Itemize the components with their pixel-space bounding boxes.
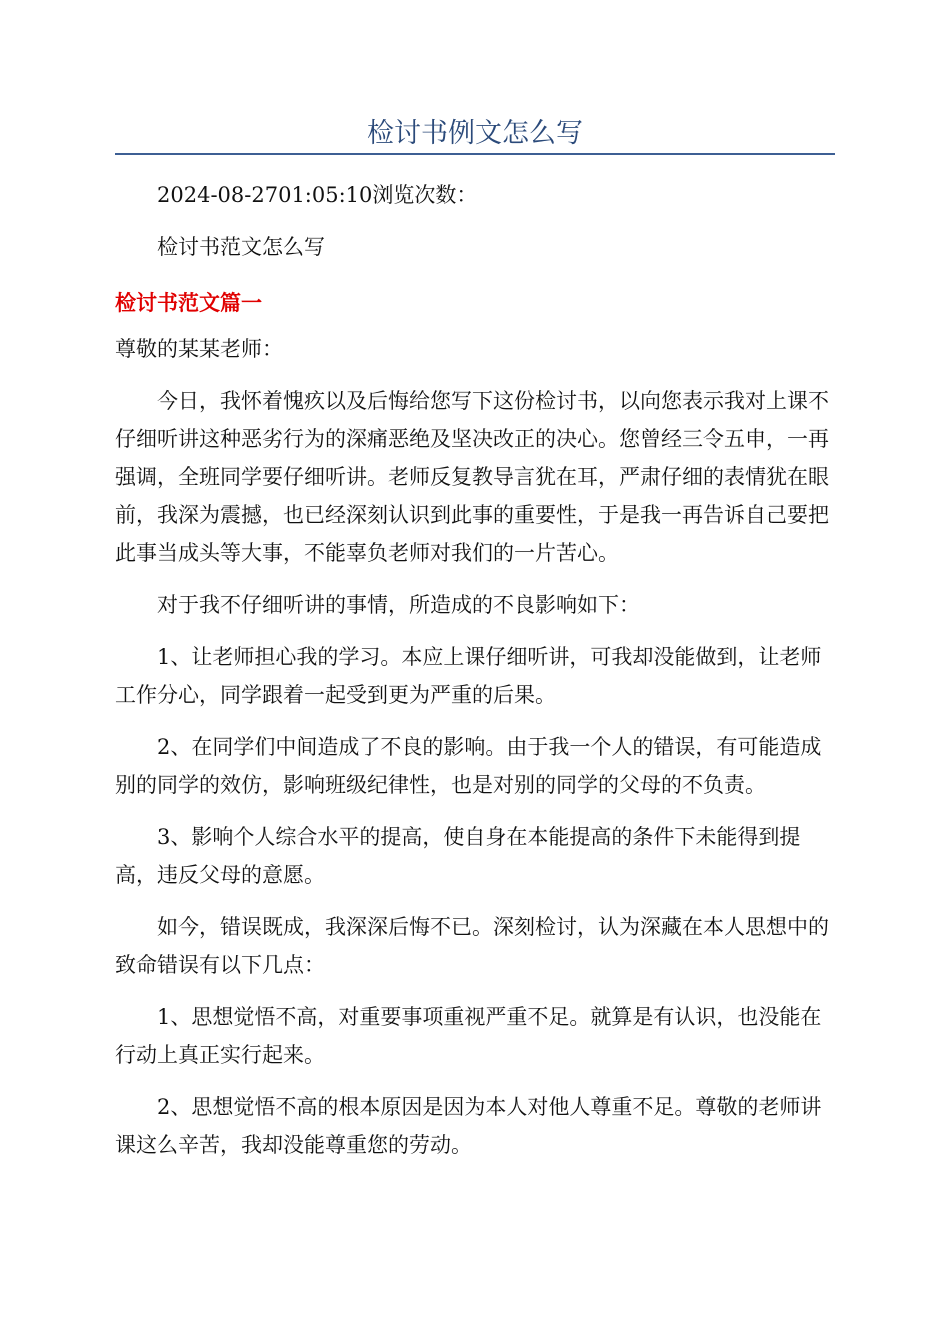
paragraph: 1、让老师担心我的学习。本应上课仔细听讲，可我却没能做到，让老师工作分心，同学跟着一起受到更为严重的后果。 [115, 645, 822, 707]
paragraph: 3、影响个人综合水平的提高，使自身在本能提高的条件下未能得到提高，违反父母的意愿。 [115, 825, 801, 887]
paragraph: 2、思想觉悟不高的根本原因是因为本人对他人尊重不足。尊敬的老师讲课这么辛苦，我却没能尊重您的劳动。 [115, 1095, 822, 1157]
publish-meta: 2024-08-2701:05:10浏览次数： [157, 183, 478, 207]
document-subtitle: 检讨书范文怎么写 [157, 235, 325, 259]
paragraph: 1、思想觉悟不高，对重要事项重视严重不足。就算是有认识，也没能在行动上真正实行起来。 [115, 1005, 822, 1067]
paragraph: 2、在同学们中间造成了不良的影响。由于我一个人的错误，有可能造成别的同学的效仿，影响班级纪律性，也是对别的同学的父母的不负责。 [115, 735, 822, 797]
salutation: 尊敬的某某老师： [115, 337, 283, 361]
paragraph: 今日，我怀着愧疚以及后悔给您写下这份检讨书，以向您表示我对上课不仔细听讲这种恶劣行为的深痛恶绝及坚决改正的决心。您曾经三令五申，一再强调，全班同学要仔细听讲。老师反复教导言犹在耳，严肃仔细的表情犹在眼前，我深为震撼，也已经深刻认识到此事的重要性，于是我一再告诉自己要把此事当成头等大事，不能辜负老师对我们的一片苦心。 [115, 389, 829, 565]
section-heading: 检讨书范文篇一 [115, 291, 262, 315]
document-title: 检讨书例文怎么写 [367, 118, 583, 149]
paragraph: 对于我不仔细听讲的事情，所造成的不良影响如下： [157, 593, 640, 617]
paragraph: 如今，错误既成，我深深后悔不已。深刻检讨，认为深藏在本人思想中的致命错误有以下几点： [115, 915, 829, 977]
title-divider [115, 153, 835, 155]
document-body [115, 176, 835, 1178]
